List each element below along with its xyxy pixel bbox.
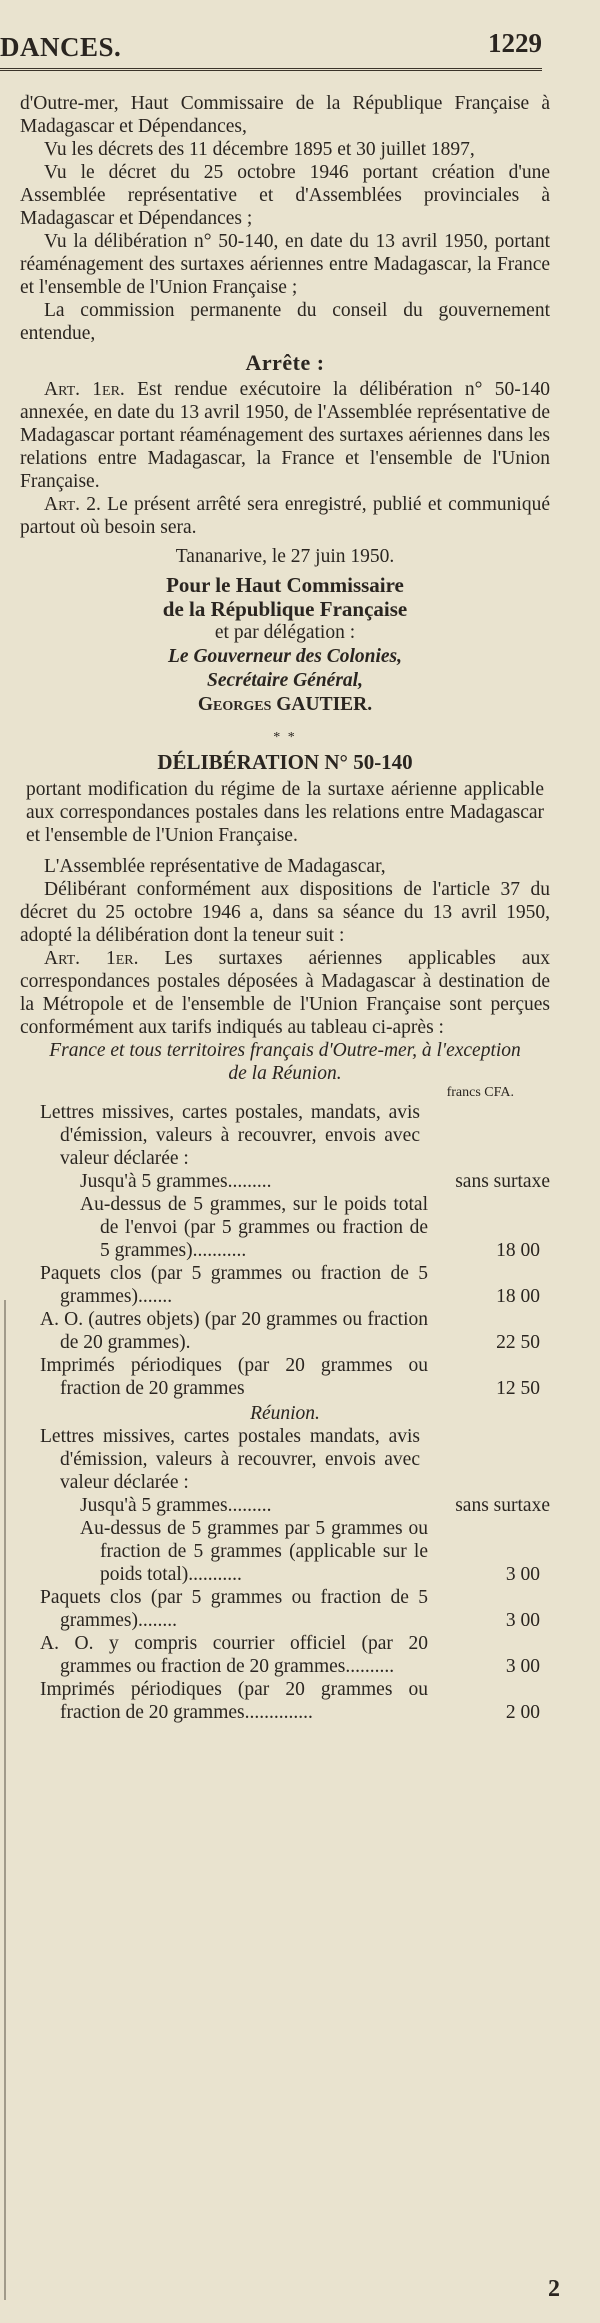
tariff-label: Paquets clos (par 5 grammes ou fraction de 5 grammes)........	[40, 1587, 428, 1631]
tariff-intro: Lettres missives, cartes postales, mandats, avis d'émission, valeurs à recouvrer, envois avec valeur déclarée :	[40, 1102, 420, 1169]
running-head-section: DANCES.	[0, 32, 122, 62]
deliberation-article-1	[20, 947, 550, 1039]
preamble-visa-3: Vu la délibération n° 50-140, en date du 13 avril 1950, portant réaménagement des surtaxes aériennes entre Madagascar, la France et l'ensemble de l'Union Française ;	[20, 231, 550, 298]
tariff-value: 3 00	[505, 1610, 540, 1631]
tariff-row	[20, 1632, 550, 1678]
arrete-article-2	[20, 493, 550, 539]
tariff-row	[20, 1193, 550, 1262]
tariff-row	[20, 1262, 550, 1308]
running-header	[0, 28, 542, 64]
tariff-label: Imprimés périodiques (par 20 grammes ou fraction de 20 grammes..............	[40, 1679, 428, 1723]
tariff-value: 2 00	[505, 1702, 540, 1723]
header-rule	[0, 68, 542, 71]
tariff-label: Imprimés périodiques (par 20 grammes ou fraction de 20 grammes	[40, 1355, 428, 1399]
tariff-value: sans surtaxe	[455, 1171, 550, 1192]
article-label: Art. 1er.	[44, 948, 139, 969]
tariff-value: 22 50	[496, 1332, 540, 1353]
tariff-label: Paquets clos (par 5 grammes ou fraction de 5 grammes).......	[40, 1263, 428, 1307]
tariff-section-heading: France et tous territoires français d'Outre-mer, à l'exception de la Réunion.	[49, 1040, 521, 1084]
tariff-label: Au-dessus de 5 grammes par 5 grammes ou fraction de 5 grammes (applicable sur le poids total)...........	[80, 1518, 428, 1585]
signature-place-date: Tananarive, le 27 juin 1950.	[175, 546, 395, 567]
currency-unit: francs CFA.	[446, 1085, 514, 1100]
tariff-label: Au-dessus de 5 grammes, sur le poids total de l'envoi (par 5 grammes ou fraction de 5 grammes)...........	[80, 1194, 428, 1261]
tariff-label: Jusqu'à 5 grammes.........	[80, 1495, 272, 1516]
page-number: 1229	[488, 28, 542, 58]
text-column	[20, 92, 550, 1724]
tariff-section-heading: Réunion.	[250, 1403, 320, 1424]
arrete-heading: Arrête :	[245, 350, 325, 375]
tariff-value: sans surtaxe	[455, 1495, 550, 1516]
deliberation-considerant: Délibérant conformément aux dispositions de l'article 37 du décret du 25 octobre 1946 a, dans sa séance du 13 avril 1950, adopté la délibération dont la teneur suit :	[20, 879, 550, 946]
signature-name: Georges GAUTIER.	[197, 694, 373, 715]
tariff-value: 3 00	[505, 1656, 540, 1677]
tariff-value: 12 50	[496, 1378, 540, 1399]
tariff-value: 18 00	[496, 1286, 540, 1307]
column-rule	[4, 1300, 6, 2300]
tariff-value: 18 00	[496, 1240, 540, 1261]
tariff-row	[20, 1494, 550, 1517]
preamble-title-cont: d'Outre-mer, Haut Commissaire de la République Française à Madagascar et Dépendances,	[20, 93, 550, 137]
section-separator: * *	[273, 730, 297, 745]
signature-block	[20, 545, 550, 717]
signature-line: Le Gouverneur des Colonies,	[168, 646, 402, 667]
arrete-article-1	[20, 378, 550, 493]
tariff-row	[20, 1354, 550, 1400]
article-label: Art. 1er.	[44, 379, 125, 400]
article-text: Est rendue exécutoire la délibération n° 50-140 annexée, en date du 13 avril 1950, de l'Assemblée représentative de Madagascar portant réaménagement des surtaxes aériennes dans les relations entre Madagascar, la France et l'ensemble de l'Union Française.	[20, 379, 550, 492]
tariff-row	[20, 1308, 550, 1354]
article-text: Le présent arrêté sera enregistré, publié et communiqué partout où besoin sera.	[20, 494, 550, 538]
deliberation-subtitle: portant modification du régime de la surtaxe aérienne applicable aux correspondances postales dans les relations entre Madagascar et l'ensemble de l'Union Française.	[26, 779, 544, 846]
signature-line: Pour le Haut Commissaire	[166, 573, 404, 597]
tariff-label: Jusqu'à 5 grammes.........	[80, 1171, 272, 1192]
tariff-label: A. O. y compris courrier officiel (par 20 grammes ou fraction de 20 grammes..........	[40, 1633, 428, 1677]
signature-line: et par délégation :	[214, 622, 356, 643]
article-text: Les surtaxes aériennes applicables aux correspondances postales déposées à Madagascar à destination de la Métropole et de l'ensemble de l'Union Française sont perçues conformément aux tarifs indiqués au tableau ci-après :	[20, 948, 551, 1038]
tariff-row	[20, 1586, 550, 1632]
tariff-row	[20, 1517, 550, 1586]
preamble-visa-4: La commission permanente du conseil du gouvernement entendue,	[20, 300, 550, 344]
preamble-visa-1: Vu les décrets des 11 décembre 1895 et 30 juillet 1897,	[44, 139, 475, 160]
folio-mark: 2	[548, 2276, 560, 2302]
preamble-visa-2: Vu le décret du 25 octobre 1946 portant création d'une Assemblée représentative et d'Assemblées provinciales à Madagascar et Dépendances ;	[20, 162, 550, 229]
tariff-row	[20, 1170, 550, 1193]
article-label: Art. 2.	[44, 494, 101, 515]
deliberation-intro: L'Assemblée représentative de Madagascar,	[44, 856, 386, 877]
tariff-intro: Lettres missives, cartes postales mandats, avis d'émission, valeurs à recouvrer, envois avec valeur déclarée :	[40, 1426, 420, 1493]
signature-line: Secrétaire Général,	[207, 670, 363, 691]
tariff-value: 3 00	[505, 1564, 540, 1585]
tariff-label: A. O. (autres objets) (par 20 grammes ou fraction de 20 grammes).	[40, 1309, 428, 1353]
tariff-row	[20, 1678, 550, 1724]
signature-line: de la République Française	[162, 597, 408, 621]
deliberation-title: DÉLIBÉRATION N° 50-140	[157, 750, 413, 774]
